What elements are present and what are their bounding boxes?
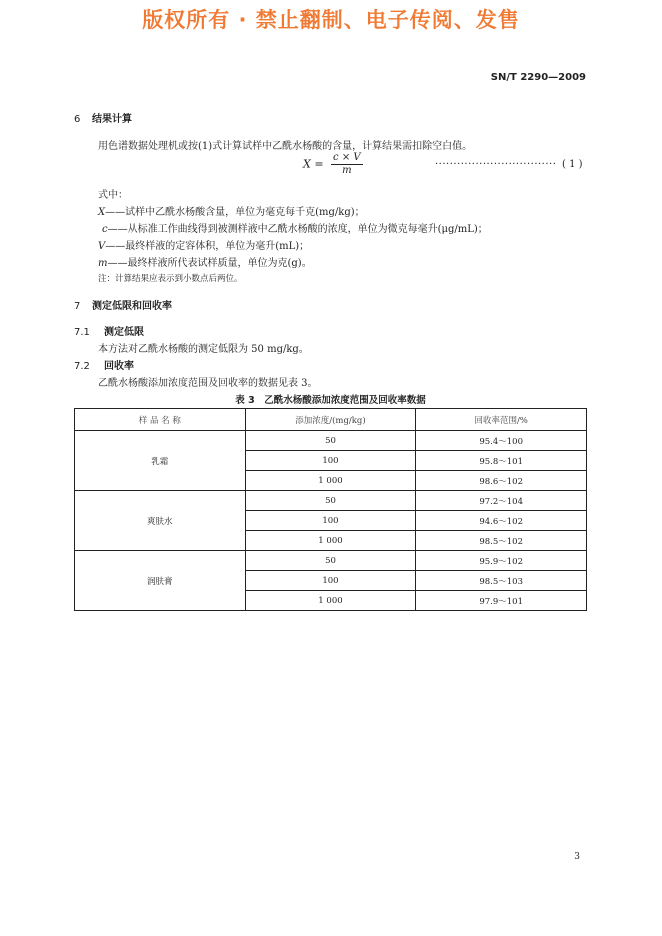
concentration-cell: 1 000: [245, 591, 416, 611]
section-7-1-heading: [74, 323, 144, 338]
recovery-cell: 98.6～102: [416, 471, 587, 491]
recovery-cell: 95.4～100: [416, 431, 587, 451]
standard-code: SN/T 2290—2009: [490, 72, 586, 83]
sample-name-cell: 乳霜: [75, 431, 246, 491]
section-7-heading: [74, 297, 172, 312]
var-symbol: V: [98, 241, 106, 252]
concentration-cell: 50: [245, 491, 416, 511]
sample-name-cell: 润肤膏: [75, 551, 246, 611]
recovery-cell: 95.9～102: [416, 551, 587, 571]
concentration-cell: 1 000: [245, 531, 416, 551]
table-header-row: [75, 409, 587, 431]
subsection-number: 7.1: [74, 327, 90, 338]
var-symbol: X: [98, 207, 106, 218]
formula-leader-dots: ·································: [435, 159, 557, 170]
section-6-intro: 用色谱数据处理机或按(1)式计算试样中乙酰水杨酸的含量，计算结果需扣除空白值。: [98, 141, 473, 152]
var-definition: [98, 254, 312, 269]
var-symbol: m: [98, 258, 108, 269]
concentration-cell: 1 000: [245, 471, 416, 491]
var-definition: [102, 220, 488, 235]
concentration-cell: 50: [245, 551, 416, 571]
var-definition: [98, 237, 309, 252]
sample-name-cell: 爽肤水: [75, 491, 246, 551]
section-number: 7: [74, 301, 81, 312]
recovery-cell: 97.9～101: [416, 591, 587, 611]
calculation-note: 注：计算结果应表示到小数点后两位。: [98, 274, 243, 284]
var-symbol: c: [102, 224, 108, 235]
section-6-heading: [74, 110, 132, 125]
recovery-cell: 95.8～101: [416, 451, 587, 471]
formula-fraction: [331, 152, 363, 177]
recovery-cell: 94.6～102: [416, 511, 587, 531]
recovery-cell: 97.2～104: [416, 491, 587, 511]
subsection-title: 回收率: [104, 361, 134, 372]
concentration-cell: 100: [245, 571, 416, 591]
var-description: ——试样中乙酰水杨酸含量，单位为毫克每千克(mg/kg)；: [105, 207, 365, 218]
column-header: 回收率范围/%: [416, 409, 587, 431]
column-header: 样 品 名 称: [75, 409, 246, 431]
concentration-cell: 100: [245, 451, 416, 471]
concentration-cell: 100: [245, 511, 416, 531]
recovery-cell: 98.5～102: [416, 531, 587, 551]
var-description: ——最终样液的定容体积，单位为毫升(mL)；: [105, 241, 310, 252]
table-row: [75, 551, 587, 571]
section-title: 结果计算: [92, 114, 132, 125]
where-label: 式中：: [98, 190, 128, 201]
formula-lhs: X =: [303, 157, 324, 171]
table-row: [75, 431, 587, 451]
formula-numerator: c × V: [333, 152, 361, 163]
recovery-text: 乙酰水杨酸添加浓度范围及回收率的数据见表 3。: [98, 378, 318, 389]
table-caption: 表 3 乙酰水杨酸添加浓度范围及回收率数据: [235, 395, 426, 406]
table-row: [75, 491, 587, 511]
detection-limit-text: 本方法对乙酰水杨酸的测定低限为 50 mg/kg。: [98, 344, 309, 355]
section-7-2-heading: [74, 357, 134, 372]
watermark-banner: 版权所有 · 禁止翻制、电子传阅、发售: [142, 8, 520, 32]
recovery-cell: 98.5～103: [416, 571, 587, 591]
formula-label: ( 1 ): [562, 159, 583, 170]
concentration-cell: 50: [245, 431, 416, 451]
page-number: 3: [574, 852, 580, 862]
column-header: 添加浓度/(mg/kg): [245, 409, 416, 431]
var-description: ——最终样液所代表试样质量，单位为克(g)。: [107, 258, 312, 269]
formula-denominator: m: [342, 165, 352, 176]
var-definition: [98, 203, 365, 218]
subsection-number: 7.2: [74, 361, 90, 372]
recovery-table: [74, 408, 587, 611]
formula-1: [303, 152, 363, 177]
section-title: 测定低限和回收率: [92, 301, 172, 312]
section-number: 6: [74, 114, 81, 125]
subsection-title: 测定低限: [104, 327, 144, 338]
var-description: ——从标准工作曲线得到被测样液中乙酰水杨酸的浓度，单位为微克每毫升(μg/mL)；: [107, 224, 488, 235]
